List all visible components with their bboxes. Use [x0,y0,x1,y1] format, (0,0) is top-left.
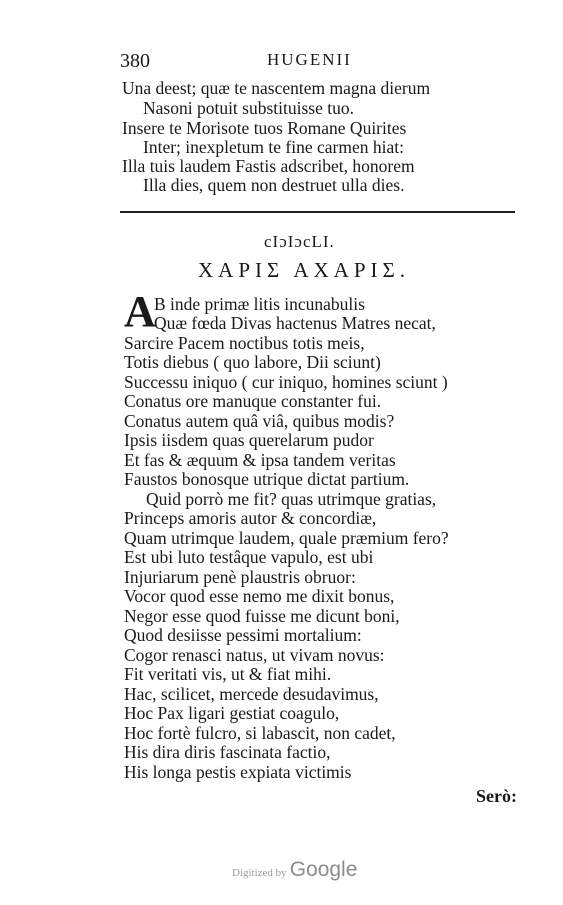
poem-line: Cogor renasci natus, ut vivam novus: [124,645,385,665]
poem-line: Faustos bonosque utrique dictat partium. [124,469,410,489]
poem-line: Quid porrò me fit? quas utrimque gratias, [146,489,437,509]
poem-line: Conatus autem quâ viâ, quibus modis? [124,411,395,431]
poem-line: Sarcire Pacem noctibus totis meis, [124,333,365,353]
poem-line: Totis diebus ( quo labore, Dii sciunt) [124,352,381,372]
poem-line: Ipsis iisdem quas querelarum pudor [124,430,374,450]
poem-line: Fit veritati vis, ut & fiat mihi. [124,664,332,684]
poem-line: B inde primæ litis incunabulis [154,294,365,314]
page-header [120,50,520,74]
section-divider [120,211,515,213]
poem-line: Negor esse quod fuisse me dicunt boni, [124,606,400,626]
poem-line: His longa pestis expiata victimis [124,762,352,782]
running-title: HUGENII [267,50,352,69]
poem-line: Conatus ore manuque constanter fui. [124,391,382,411]
poem-number: cIɔIɔcLI. [264,232,335,251]
poem-line: His dira diris fascinata factio, [124,742,331,762]
digitized-by-text: Digitized by [232,867,287,879]
top-line: Una deest; quæ te nascentem magna dierum [122,78,431,98]
poem-line: Et fas & æquum & ipsa tandem veritas [124,450,396,470]
poem-line: Hoc fortè fulcro, si labascit, non cadet, [124,723,396,743]
top-line: Nasoni potuit substituisse tuo. [143,98,354,118]
poem-line: Quod desiisse pessimi mortalium: [124,625,362,645]
top-line: Illa dies, quem non destruet ulla dies. [143,175,405,195]
poem-line: Successu iniquo ( cur iniquo, homines sciunt ) [124,372,448,392]
poem-title: ΧΑΡΙΣ ΑΧΑΡΙΣ. [198,258,410,282]
poem-line: Hac, scilicet, mercede desudavimus, [124,684,379,704]
digitization-watermark [232,858,357,882]
page-number: 380 [120,50,150,72]
top-line: Inter; inexpletum te fine carmen hiat: [143,137,404,157]
catchword: Serò: [476,786,517,806]
top-line: Insere te Morisote tuos Romane Quirites [122,118,407,138]
drop-cap: A [124,287,156,336]
poem-line: Princeps amoris autor & concordiæ, [124,508,377,528]
poem-line: Quam utrimque laudem, quale præmium fero? [124,528,449,548]
poem-line: Est ubi luto testâque vapulo, est ubi [124,547,374,567]
poem-line: Injuriarum penè plaustris obruor: [124,567,356,587]
top-line: Illa tuis laudem Fastis adscribet, honorem [122,156,415,176]
poem-line: Hoc Pax ligari gestiat coagulo, [124,703,340,723]
poem-line: Quæ fœda Divas hactenus Matres necat, [154,313,436,333]
google-logo: Google [289,858,358,881]
poem-line: Vocor quod esse nemo me dixit bonus, [124,586,395,606]
